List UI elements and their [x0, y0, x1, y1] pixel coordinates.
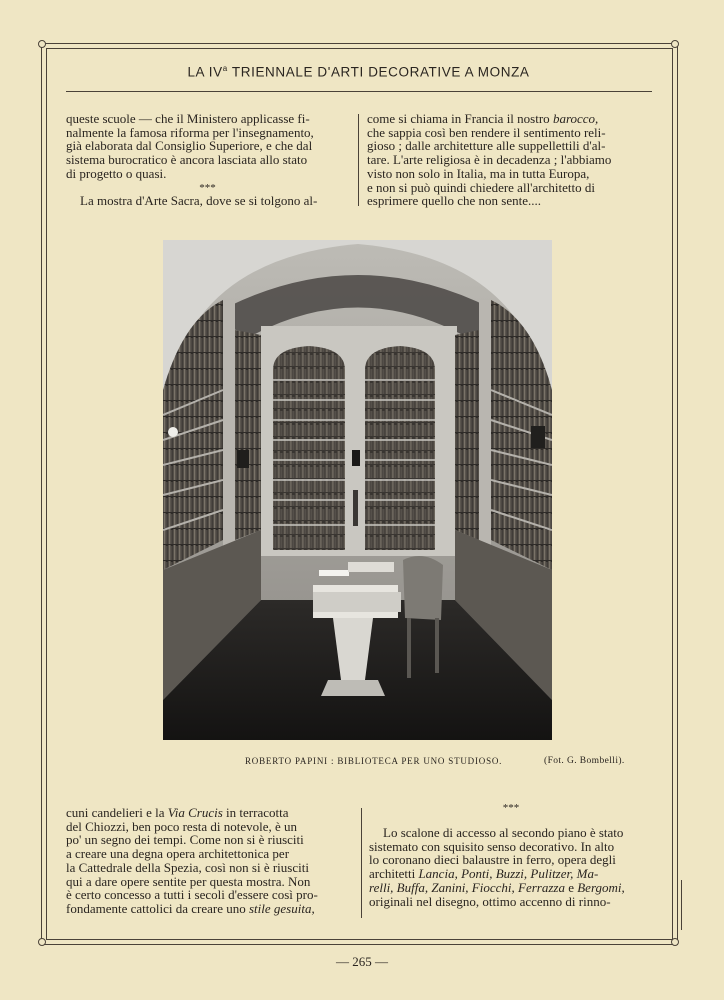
photo-caption: ROBERTO PAPINI : BIBLIOTECA PER UNO STUDIOSO. [245, 756, 503, 766]
text-line: a creare una degna opera architettonica per [66, 846, 290, 862]
italic-term: stile gesuita, [249, 900, 315, 916]
italic-names: relli, Buffa, Zanini, Fiocchi, Ferrazza [369, 879, 565, 895]
text-line: gioso ; dalle architetture alle suppellettili d'al- [367, 138, 606, 154]
header-rule [66, 91, 652, 92]
text-line: tare. L'arte religiosa è in decadenza ; l'abbiamo [367, 152, 612, 168]
frame-corner-ornament [38, 938, 46, 946]
header-title-part: LA IV [187, 64, 223, 80]
text-line: sistema burocratico è ancora lasciata allo stato [66, 152, 308, 168]
margin-mark [681, 880, 682, 930]
text-line: la Cattedrale della Spezia, così non si è riusciti [66, 859, 309, 875]
text-line: visto non solo in Italia, ma in tutta Europa, [367, 165, 590, 181]
top-right-column [367, 112, 650, 208]
section-separator: *** [199, 181, 216, 194]
text-fragment: come si chiama in Francia il nostro [367, 111, 553, 126]
text-fragment: in terracotta [222, 805, 289, 820]
header-title-part: TRIENNALE D'ARTI DECORATIVE A MONZA [227, 64, 530, 80]
text-line: qui a dare opere sentite per questa mostra. Non [66, 873, 311, 889]
bottom-left-column [66, 806, 351, 916]
text-line: che sappia così ben rendere il sentimento reli- [367, 124, 606, 140]
text-fragment: cuni candelieri e la [66, 805, 168, 820]
text-line: di progetto o quasi. [66, 165, 167, 181]
section-separator: *** [502, 802, 520, 814]
library-photograph [163, 240, 552, 740]
top-left-column [66, 112, 349, 207]
library-illustration [163, 240, 552, 740]
column-divider [361, 808, 362, 918]
text-fragment: e [564, 879, 578, 895]
italic-names: Bergomi, [577, 879, 625, 895]
text-line: lo coronano dieci balaustre in ferro, opera degli [369, 852, 616, 868]
text-line: Lo scalone di accesso al secondo piano è stato [383, 825, 624, 840]
text-line: La mostra d'Arte Sacra, dove se si tolgono al- [80, 192, 318, 208]
text-fragment: architetti [369, 866, 419, 882]
text-line: è certo concesso a tutti i secoli d'essere così pro- [66, 887, 318, 903]
text-line: e non si può quindi chiedere all'architetto di [367, 179, 595, 195]
frame-corner-ornament [38, 40, 46, 48]
text-line: originali nel disegno, ottimo accenno di rinno- [369, 893, 611, 909]
text-line: già elaborata dal Consiglio Superiore, e che dal [66, 138, 313, 154]
header-superscript: a [222, 64, 228, 73]
italic-term: barocco, [552, 111, 599, 126]
text-line: del Chiozzi, ben poco resta di notevole, è un [66, 818, 298, 834]
text-line: sistemato con squisito senso decorativo. In alto [369, 838, 615, 854]
text-fragment: fondamente cattolici da creare uno [66, 900, 249, 916]
italic-term: Via Crucis [167, 805, 223, 820]
text-line: po' un segno dei tempi. Come non si è riusciti [66, 832, 304, 848]
column-divider [358, 114, 359, 206]
running-header [46, 64, 671, 80]
frame-corner-ornament [671, 938, 679, 946]
text-line: esprimere quello che non sente.... [367, 193, 541, 209]
frame-corner-ornament [671, 40, 679, 48]
text-line: queste scuole — che il Ministero applicasse fi- [66, 111, 310, 126]
page-number: — 265 — [336, 954, 388, 969]
photo-credit: (Fot. G. Bombelli). [544, 756, 625, 766]
italic-names: Lancia, Ponti, Buzzi, Pulitzer, Ma- [418, 866, 599, 882]
text-line: nalmente la famosa riforma per l'insegnamento, [66, 124, 314, 140]
bottom-right-column [369, 803, 653, 908]
